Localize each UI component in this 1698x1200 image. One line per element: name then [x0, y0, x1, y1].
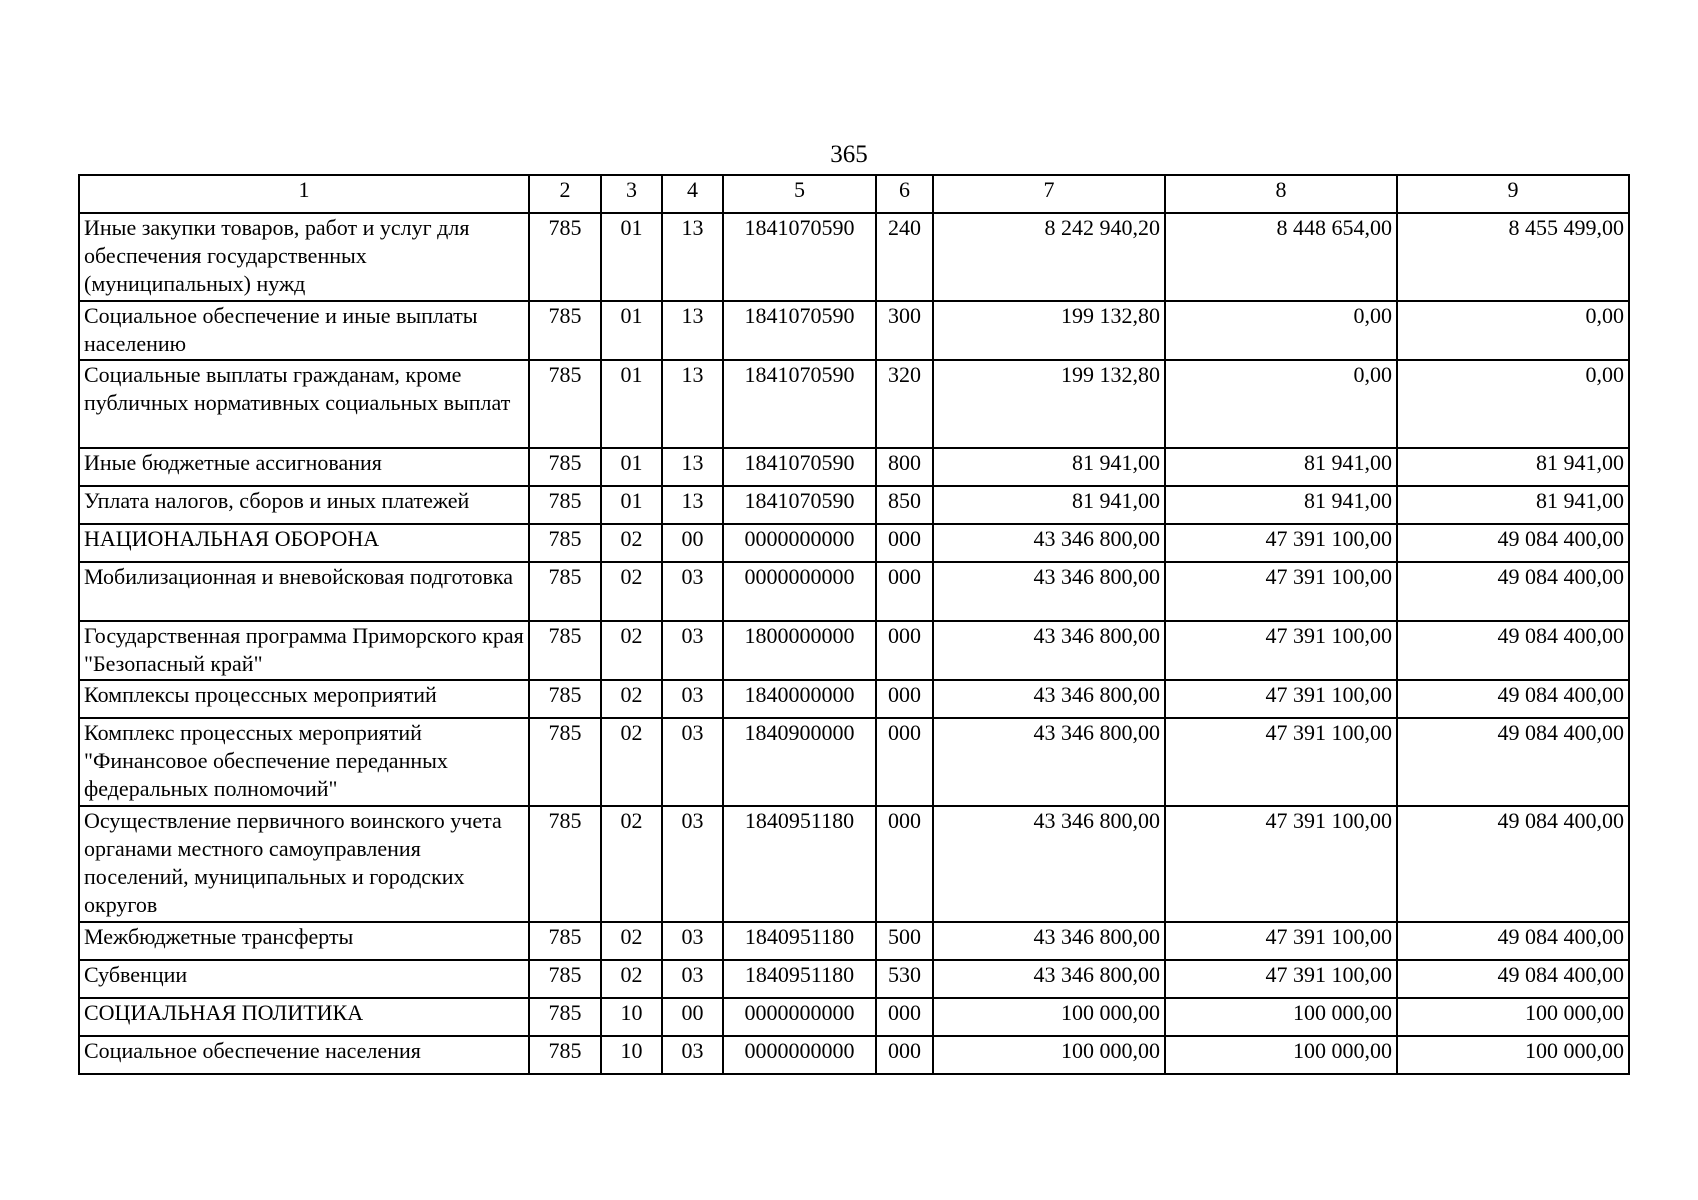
code-cell: 785 [529, 998, 601, 1036]
code-cell: 01 [601, 360, 662, 448]
code-cell: 0000000000 [723, 524, 876, 562]
code-cell: 785 [529, 806, 601, 922]
code-cell: 530 [876, 960, 933, 998]
amount-cell: 8 455 499,00 [1397, 213, 1629, 301]
amount-cell: 81 941,00 [933, 486, 1165, 524]
amount-cell: 49 084 400,00 [1397, 922, 1629, 960]
row-description: Осуществление первичного воинского учета органами местного самоуправления поселений, муниципальных и городских округов [79, 806, 529, 922]
code-cell: 785 [529, 213, 601, 301]
code-cell: 03 [662, 562, 723, 621]
code-cell: 02 [601, 922, 662, 960]
code-cell: 02 [601, 621, 662, 680]
row-description: СОЦИАЛЬНАЯ ПОЛИТИКА [79, 998, 529, 1036]
row-description: Мобилизационная и вневойсковая подготовка [79, 562, 529, 621]
code-cell: 03 [662, 680, 723, 718]
code-cell: 10 [601, 1036, 662, 1074]
amount-cell: 0,00 [1165, 301, 1397, 360]
table-row [79, 524, 1629, 562]
column-header: 8 [1165, 175, 1397, 213]
amount-cell: 43 346 800,00 [933, 562, 1165, 621]
row-description: Уплата налогов, сборов и иных платежей [79, 486, 529, 524]
row-description: Социальное обеспечение и иные выплаты населению [79, 301, 529, 360]
amount-cell: 43 346 800,00 [933, 680, 1165, 718]
code-cell: 300 [876, 301, 933, 360]
code-cell: 01 [601, 301, 662, 360]
row-description: Субвенции [79, 960, 529, 998]
amount-cell: 49 084 400,00 [1397, 562, 1629, 621]
code-cell: 01 [601, 486, 662, 524]
code-cell: 000 [876, 998, 933, 1036]
amount-cell: 43 346 800,00 [933, 621, 1165, 680]
amount-cell: 81 941,00 [1165, 486, 1397, 524]
table-row [79, 448, 1629, 486]
code-cell: 785 [529, 922, 601, 960]
row-description: Межбюджетные трансферты [79, 922, 529, 960]
amount-cell: 47 391 100,00 [1165, 960, 1397, 998]
table-row [79, 922, 1629, 960]
amount-cell: 47 391 100,00 [1165, 621, 1397, 680]
amount-cell: 47 391 100,00 [1165, 718, 1397, 806]
amount-cell: 199 132,80 [933, 301, 1165, 360]
code-cell: 02 [601, 960, 662, 998]
code-cell: 785 [529, 524, 601, 562]
table-row [79, 301, 1629, 360]
code-cell: 01 [601, 213, 662, 301]
amount-cell: 8 242 940,20 [933, 213, 1165, 301]
code-cell: 1841070590 [723, 360, 876, 448]
code-cell: 1840951180 [723, 806, 876, 922]
row-description: Социальное обеспечение населения [79, 1036, 529, 1074]
table-row [79, 621, 1629, 680]
code-cell: 000 [876, 524, 933, 562]
amount-cell: 49 084 400,00 [1397, 960, 1629, 998]
code-cell: 01 [601, 448, 662, 486]
code-cell: 00 [662, 998, 723, 1036]
code-cell: 0000000000 [723, 998, 876, 1036]
table-row [79, 806, 1629, 922]
table-row [79, 360, 1629, 448]
amount-cell: 43 346 800,00 [933, 922, 1165, 960]
column-header: 2 [529, 175, 601, 213]
code-cell: 785 [529, 680, 601, 718]
table-row [79, 486, 1629, 524]
code-cell: 1841070590 [723, 486, 876, 524]
page-number: 365 [830, 141, 868, 168]
code-cell: 1800000000 [723, 621, 876, 680]
code-cell: 02 [601, 524, 662, 562]
code-cell: 320 [876, 360, 933, 448]
budget-table-body [79, 175, 1629, 1074]
code-cell: 240 [876, 213, 933, 301]
amount-cell: 0,00 [1397, 360, 1629, 448]
budget-table [78, 174, 1630, 1075]
code-cell: 02 [601, 718, 662, 806]
code-cell: 03 [662, 621, 723, 680]
amount-cell: 100 000,00 [1165, 998, 1397, 1036]
code-cell: 03 [662, 806, 723, 922]
code-cell: 850 [876, 486, 933, 524]
code-cell: 13 [662, 448, 723, 486]
amount-cell: 43 346 800,00 [933, 524, 1165, 562]
code-cell: 785 [529, 718, 601, 806]
column-header: 1 [79, 175, 529, 213]
column-header: 4 [662, 175, 723, 213]
code-cell: 1840000000 [723, 680, 876, 718]
amount-cell: 81 941,00 [1397, 448, 1629, 486]
amount-cell: 43 346 800,00 [933, 718, 1165, 806]
code-cell: 785 [529, 301, 601, 360]
table-row [79, 680, 1629, 718]
code-cell: 800 [876, 448, 933, 486]
code-cell: 785 [529, 960, 601, 998]
column-header: 5 [723, 175, 876, 213]
amount-cell: 47 391 100,00 [1165, 806, 1397, 922]
code-cell: 0000000000 [723, 1036, 876, 1074]
column-header: 7 [933, 175, 1165, 213]
code-cell: 02 [601, 562, 662, 621]
code-cell: 0000000000 [723, 562, 876, 621]
code-cell: 1840900000 [723, 718, 876, 806]
table-row [79, 960, 1629, 998]
amount-cell: 100 000,00 [933, 998, 1165, 1036]
code-cell: 03 [662, 1036, 723, 1074]
amount-cell: 100 000,00 [933, 1036, 1165, 1074]
amount-cell: 81 941,00 [1165, 448, 1397, 486]
amount-cell: 100 000,00 [1397, 1036, 1629, 1074]
amount-cell: 47 391 100,00 [1165, 680, 1397, 718]
amount-cell: 199 132,80 [933, 360, 1165, 448]
amount-cell: 81 941,00 [1397, 486, 1629, 524]
code-cell: 000 [876, 621, 933, 680]
code-cell: 1841070590 [723, 448, 876, 486]
code-cell: 13 [662, 486, 723, 524]
amount-cell: 49 084 400,00 [1397, 806, 1629, 922]
amount-cell: 81 941,00 [933, 448, 1165, 486]
code-cell: 13 [662, 301, 723, 360]
row-description: НАЦИОНАЛЬНАЯ ОБОРОНА [79, 524, 529, 562]
code-cell: 02 [601, 806, 662, 922]
code-cell: 1841070590 [723, 213, 876, 301]
table-row [79, 1036, 1629, 1074]
row-description: Комплекс процессных мероприятий "Финансовое обеспечение переданных федеральных полномочий" [79, 718, 529, 806]
code-cell: 02 [601, 680, 662, 718]
amount-cell: 100 000,00 [1165, 1036, 1397, 1074]
header-row [79, 175, 1629, 213]
code-cell: 10 [601, 998, 662, 1036]
code-cell: 785 [529, 562, 601, 621]
code-cell: 785 [529, 448, 601, 486]
code-cell: 13 [662, 360, 723, 448]
code-cell: 000 [876, 1036, 933, 1074]
row-description: Иные закупки товаров, работ и услуг для обеспечения государственных (муниципальных) нужд [79, 213, 529, 301]
amount-cell: 47 391 100,00 [1165, 922, 1397, 960]
row-description: Государственная программа Приморского края "Безопасный край" [79, 621, 529, 680]
column-header: 3 [601, 175, 662, 213]
table-row [79, 213, 1629, 301]
code-cell: 000 [876, 562, 933, 621]
amount-cell: 49 084 400,00 [1397, 524, 1629, 562]
table-row [79, 998, 1629, 1036]
code-cell: 000 [876, 718, 933, 806]
code-cell: 03 [662, 960, 723, 998]
code-cell: 500 [876, 922, 933, 960]
code-cell: 13 [662, 213, 723, 301]
column-header: 6 [876, 175, 933, 213]
amount-cell: 8 448 654,00 [1165, 213, 1397, 301]
code-cell: 785 [529, 360, 601, 448]
code-cell: 1841070590 [723, 301, 876, 360]
row-description: Социальные выплаты гражданам, кроме публичных нормативных социальных выплат [79, 360, 529, 448]
row-description: Комплексы процессных мероприятий [79, 680, 529, 718]
amount-cell: 49 084 400,00 [1397, 680, 1629, 718]
code-cell: 1840951180 [723, 960, 876, 998]
code-cell: 785 [529, 1036, 601, 1074]
amount-cell: 0,00 [1165, 360, 1397, 448]
amount-cell: 47 391 100,00 [1165, 562, 1397, 621]
code-cell: 785 [529, 486, 601, 524]
code-cell: 1840951180 [723, 922, 876, 960]
table-row [79, 562, 1629, 621]
code-cell: 03 [662, 922, 723, 960]
amount-cell: 47 391 100,00 [1165, 524, 1397, 562]
table-row [79, 718, 1629, 806]
row-description: Иные бюджетные ассигнования [79, 448, 529, 486]
code-cell: 785 [529, 621, 601, 680]
code-cell: 00 [662, 524, 723, 562]
amount-cell: 100 000,00 [1397, 998, 1629, 1036]
code-cell: 000 [876, 806, 933, 922]
code-cell: 000 [876, 680, 933, 718]
amount-cell: 0,00 [1397, 301, 1629, 360]
amount-cell: 49 084 400,00 [1397, 621, 1629, 680]
code-cell: 03 [662, 718, 723, 806]
column-header: 9 [1397, 175, 1629, 213]
amount-cell: 49 084 400,00 [1397, 718, 1629, 806]
amount-cell: 43 346 800,00 [933, 960, 1165, 998]
amount-cell: 43 346 800,00 [933, 806, 1165, 922]
